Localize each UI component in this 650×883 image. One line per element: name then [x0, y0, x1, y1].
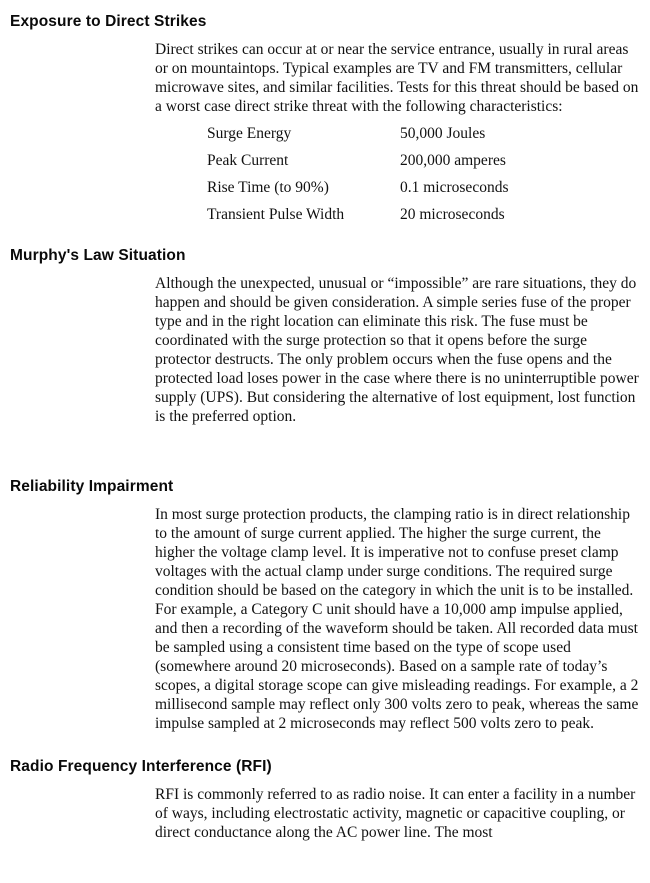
spec-row — [207, 207, 650, 222]
section-murphys-law-situation — [0, 247, 650, 426]
section-paragraph: Although the unexpected, unusual or “impossible” are rare situations, they do happen and should be given consideration. A simple series fuse of the proper type and in the right location can eliminate this risk. The fuse must be coordinated with the surge protection so that it opens before the surge protector destructs. The only problem occurs when the fuse opens and the protected load loses power in the case where there is no uninterruptible power supply (UPS). But considering the alternative of lost equipment, lost function is the preferred option. — [155, 275, 639, 425]
spec-table — [207, 126, 650, 222]
spec-label: Surge Energy — [207, 125, 292, 142]
section-paragraph: In most surge protection products, the clamping ratio is in direct relationship to the amount of surge current applied. The higher the surge current, the higher the voltage clamp level. It is imperative not to confuse preset clamp voltages with the actual clamp under surge conditions. The required surge condition should be based on the category in which the unit is to be installed. For example, a Category C unit should have a 10,000 amp impulse applied, and then a recording of the waveform should be taken. All recorded data must be sampled using a consistent time based on the type of scope used (somewhere around 20 microseconds). Based on a sample rate of today’s scopes, a digital storage scope can give misleading readings. For example, a 2 millisecond sample may reflect only 300 volts zero to peak, whereas the same impulse sampled at 2 microseconds may reflect 500 volts zero to peak. — [155, 506, 639, 732]
spec-value: 200,000 amperes — [400, 152, 506, 169]
section-paragraph: Direct strikes can occur at or near the service entrance, usually in rural areas or on mountaintops. Typical examples are TV and FM transmitters, cellular microwave sites, and similar facilities. Tests for this threat should be based on a worst case direct strike threat with the following characteristics: — [155, 41, 639, 115]
spec-row — [207, 153, 650, 168]
spec-label: Peak Current — [207, 152, 289, 169]
spec-label: Rise Time (to 90%) — [207, 179, 329, 196]
spec-label: Transient Pulse Width — [207, 206, 345, 223]
section-reliability-impairment — [0, 478, 650, 733]
section-exposure-to-direct-strikes — [0, 13, 650, 222]
section-heading: Radio Frequency Interference (RFI) — [10, 758, 272, 775]
spec-row — [207, 126, 650, 141]
section-radio-frequency-interference — [0, 758, 650, 842]
spec-row — [207, 180, 650, 195]
spec-value: 0.1 microseconds — [400, 179, 509, 196]
section-heading: Exposure to Direct Strikes — [10, 13, 207, 30]
section-heading: Reliability Impairment — [10, 478, 174, 495]
section-heading: Murphy's Law Situation — [10, 247, 186, 264]
spec-value: 50,000 Joules — [400, 125, 486, 142]
section-paragraph: RFI is commonly referred to as radio noise. It can enter a facility in a number of ways, including electrostatic activity, magnetic or capacitive coupling, or direct conductance along the AC power line. The most — [155, 786, 636, 841]
spec-value: 20 microseconds — [400, 206, 505, 223]
